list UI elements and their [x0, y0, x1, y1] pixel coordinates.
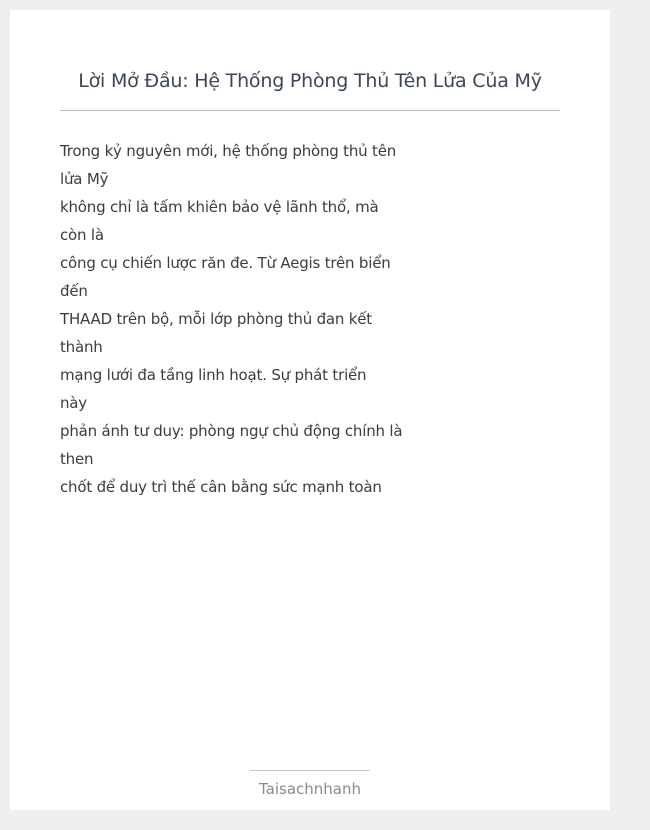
body-line: thành: [60, 338, 103, 356]
body-line: đến: [60, 282, 88, 300]
body-line: mạng lưới đa tầng linh hoạt. Sự phát triển: [60, 366, 367, 384]
body-line: chốt để duy trì thế cân bằng sức mạnh toàn: [60, 478, 382, 496]
body-line: lửa Mỹ: [60, 170, 109, 188]
body-line: công cụ chiến lược răn đe. Từ Aegis trên biển: [60, 254, 391, 272]
body-line: THAAD trên bộ, mỗi lớp phòng thủ đan kết: [60, 310, 372, 328]
body-line: then: [60, 450, 94, 468]
document-page: [10, 10, 610, 810]
footer-text: Taisachnhanh: [258, 780, 362, 798]
body-line: còn là: [60, 226, 104, 244]
title-divider: [60, 110, 560, 111]
body-line: Trong kỷ nguyên mới, hệ thống phòng thủ tên: [60, 142, 397, 160]
body-line: không chỉ là tấm khiên bảo vệ lãnh thổ, mà: [60, 198, 379, 216]
footer-divider: [250, 770, 370, 771]
body-text: [60, 137, 420, 501]
body-line: phản ánh tư duy: phòng ngự chủ động chính là: [60, 422, 403, 440]
page-title: Lời Mở Đầu: Hệ Thống Phòng Thủ Tên Lửa Của Mỹ: [78, 70, 542, 92]
body-line: này: [60, 394, 87, 412]
